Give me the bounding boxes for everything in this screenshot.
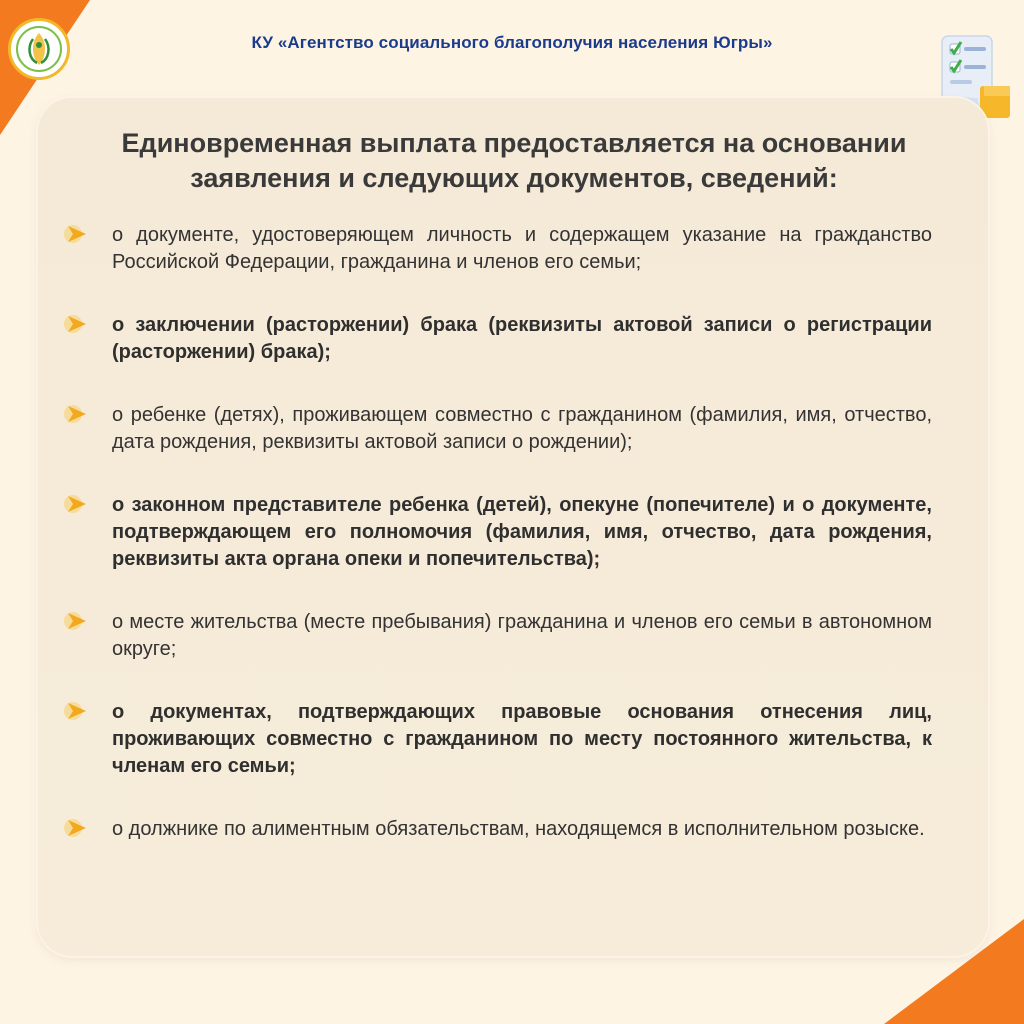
arrow-bullet-icon [62, 816, 96, 840]
arrow-bullet-icon [62, 609, 96, 633]
list-item-text: о месте жительства (месте пребывания) гражданина и членов его семьи в автономном округе; [112, 611, 932, 660]
list-item [62, 609, 932, 663]
page-title [64, 126, 964, 196]
list-item-text: о документах, подтверждающих правовые основания отнесения лиц, проживающих совместно с гражданином по месту постоянного жительства, к членам его семьи; [112, 701, 932, 777]
arrow-bullet-icon [62, 222, 96, 246]
list-item [62, 402, 932, 456]
list-item-text: о заключении (расторжении) брака (реквизиты актовой записи о регистрации (расторжении) брака); [112, 314, 932, 363]
list-item-text: о должнике по алиментным обязательствам, находящемся в исполнительном розыске. [112, 818, 925, 840]
page-title-line-2: заявления и следующих документов, сведений: [190, 163, 838, 193]
arrow-bullet-icon [62, 699, 96, 723]
page-title-line-1: Единовременная выплата предоставляется на основании [121, 128, 907, 158]
arrow-bullet-icon [62, 402, 96, 426]
list-item [62, 312, 932, 366]
arrow-bullet-icon [62, 312, 96, 336]
arrow-bullet-icon [62, 492, 96, 516]
list-item-text: о ребенке (детях), проживающем совместно с гражданином (фамилия, имя, отчество, дата рождения, реквизиты актовой записи о рождении); [112, 404, 932, 453]
document-list [62, 222, 932, 843]
list-item-text: о законном представителе ребенка (детей), опекуне (попечителе) и о документе, подтверждающем его полномочия (фамилия, имя, отчество, дата рождения, реквизиты акта органа опеки и попечительства); [112, 494, 932, 570]
list-item [62, 222, 932, 276]
list-item [62, 492, 932, 573]
list-item-text: о документе, удостоверяющем личность и содержащем указание на гражданство Российской Федерации, гражданина и членов его семьи; [112, 224, 932, 273]
list-item [62, 699, 932, 780]
organization-name: КУ «Агентство социального благополучия населения Югры» [251, 33, 773, 52]
list-item [62, 816, 932, 843]
